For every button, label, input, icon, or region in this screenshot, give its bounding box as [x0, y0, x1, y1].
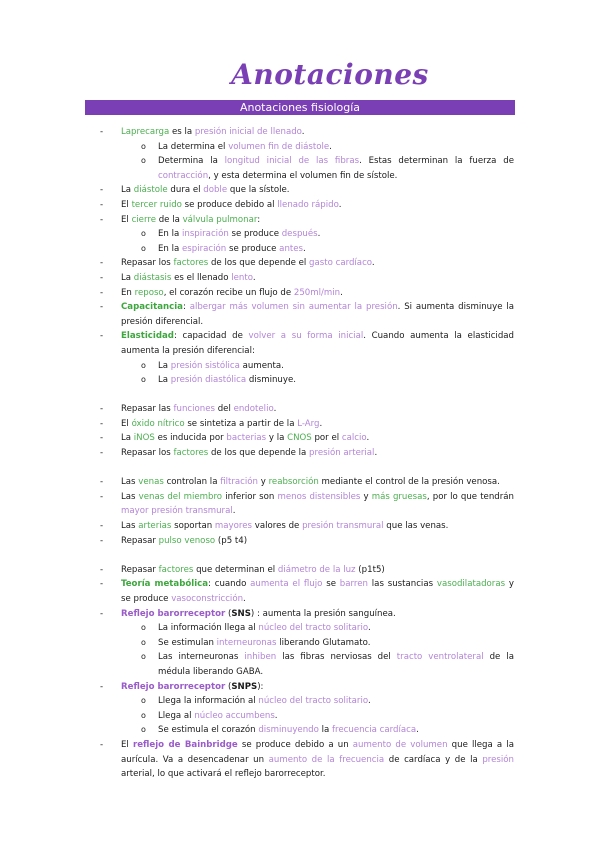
highlighted-term: pulso venoso [158, 535, 216, 546]
highlighted-term: presión arterial [309, 448, 375, 459]
text-run: las sustancias [367, 579, 437, 590]
notes-list [0, 125, 600, 782]
text-run: , por lo que tendrán [426, 491, 514, 502]
highlighted-term: espiración [182, 243, 227, 254]
highlighted-term: presión [482, 754, 514, 765]
text-run: . Estas determinan la fuerza de [359, 156, 514, 167]
list-item [0, 286, 600, 301]
highlighted-term: albergar más volumen sin aumentar la presión [189, 302, 398, 313]
text-run: Las [121, 491, 139, 502]
highlighted-term: después [281, 229, 318, 240]
highlighted-term: tercer ruido [131, 199, 182, 210]
text-run: se [322, 579, 340, 590]
sub-list-item [0, 694, 600, 709]
dash-marker: - [100, 302, 104, 313]
highlighted-term: reflejo de Bainbridge [132, 739, 238, 750]
text-run: es la [169, 127, 195, 137]
highlighted-term: factores [173, 258, 209, 269]
list-item [0, 431, 600, 446]
highlighted-term: presión diastólica [170, 375, 247, 386]
list-item [0, 738, 600, 782]
text-run: El [121, 199, 132, 210]
dash-marker: - [100, 521, 104, 532]
bullet-marker: o [141, 141, 146, 151]
highlighted-term: L-Arg [297, 418, 320, 429]
text-run: valores de [252, 521, 303, 532]
text-run: soportan [171, 521, 215, 532]
bullet-marker: o [141, 360, 146, 370]
text-run: de la médula liberando GABA. [158, 652, 514, 677]
highlighted-term: Laprecarga [121, 127, 170, 137]
text-run: La información llega al [158, 623, 259, 634]
sub-list-item [0, 359, 600, 374]
text-run: . [338, 199, 342, 210]
text-run: El [121, 214, 132, 225]
dash-marker: - [100, 404, 104, 415]
text-run: es el llenado [171, 272, 232, 283]
highlighted-term: cierre [131, 214, 156, 225]
sub-list-item [0, 242, 600, 257]
highlighted-term: longitud inicial de las fibras [224, 156, 360, 167]
text-run: La determina el [158, 141, 229, 152]
list-item [0, 125, 600, 140]
text-run: . [329, 141, 332, 152]
text-run: . [232, 506, 236, 517]
sub-list-item [0, 154, 600, 183]
text-run: de cardíaca y de la [384, 754, 483, 765]
dash-marker: - [100, 681, 104, 692]
highlighted-term: volver a su forma inicial [248, 331, 364, 342]
dash-marker: - [100, 491, 104, 502]
dash-marker: - [100, 608, 104, 619]
highlighted-term: reposo [134, 287, 164, 298]
highlighted-term: endotelio [233, 404, 274, 415]
highlighted-term: calcio [341, 433, 367, 444]
text-run: Se estimula el corazón [158, 725, 259, 736]
list-item [0, 446, 600, 461]
text-run: de los que depende la [208, 448, 310, 459]
text-run: El [121, 418, 132, 429]
text-run: . [367, 696, 371, 707]
text-run: se produce [228, 229, 282, 240]
text-run: . [273, 404, 277, 415]
text-run: ) : aumenta la presión sanguínea. [250, 608, 396, 619]
text-run: La [121, 272, 134, 283]
highlighted-term: Teoría metabólica [121, 579, 209, 590]
highlighted-term: aumento de volumen [352, 739, 448, 750]
highlighted-term: arterias [138, 521, 172, 532]
highlighted-term: núcleo del tracto solitario [258, 696, 368, 707]
text-run: . [303, 243, 306, 254]
text-run: ( [225, 608, 232, 619]
text-run: inferior son [222, 491, 278, 502]
text-run: . [374, 448, 378, 459]
highlighted-term: presión sistólica [170, 360, 240, 371]
text-run: del [214, 404, 234, 415]
list-item [0, 213, 600, 228]
list-item [0, 183, 600, 198]
bullet-marker: o [141, 623, 146, 633]
highlighted-term: más gruesas [371, 491, 427, 502]
highlighted-term: presión inicial de llenado [194, 127, 302, 137]
highlighted-term: aumento de la frecuencia [268, 754, 385, 765]
text-run: . [416, 725, 419, 736]
text-run: Las [121, 477, 139, 488]
text-run: En la [158, 229, 182, 240]
highlighted-term: iNOS [133, 433, 155, 444]
text-run: : capacidad de [173, 331, 249, 342]
text-run: La [158, 360, 171, 371]
highlighted-term: interneuronas [216, 637, 277, 648]
text-run: . [317, 229, 321, 240]
bullet-marker: o [141, 725, 146, 735]
text-run: En la [158, 243, 182, 254]
text-run: . [274, 710, 278, 721]
list-item [0, 198, 600, 213]
text-run: : [257, 214, 261, 225]
spacer [0, 461, 600, 476]
text-run: La [158, 375, 171, 386]
list-item [0, 417, 600, 432]
list-item [0, 577, 600, 606]
text-run: Las interneuronas [158, 652, 245, 663]
list-item [0, 402, 600, 417]
highlighted-term: núcleo accumbens [194, 710, 275, 721]
text-run: . Cuando aumenta la elasticidad aumenta la presión diferencial: [121, 331, 514, 356]
list-item [0, 519, 600, 534]
bullet-marker: o [141, 229, 146, 239]
text-run: . Si aumenta disminuye la presión diferencial. [121, 302, 514, 327]
text-run: se produce debido al [181, 199, 278, 210]
text-run: es inducida por [154, 433, 227, 444]
spacer [0, 388, 600, 403]
page-title: Anotaciones [231, 58, 429, 91]
text-run: y se produce [121, 579, 514, 604]
text-run: . [243, 594, 246, 604]
list-item [0, 490, 600, 519]
highlighted-term: óxido nítrico [131, 418, 185, 429]
highlighted-term: reabsorción [268, 477, 319, 488]
highlighted-term: venas del miembro [138, 491, 223, 502]
sub-list-item [0, 650, 600, 679]
text-run: Repasar las [121, 404, 174, 415]
text-run: las fibras nerviosas del [276, 652, 397, 663]
highlighted-term: Elasticidad [121, 331, 174, 342]
text-run: , el corazón recibe un flujo de [163, 287, 294, 298]
highlighted-term: Capacitancia [121, 302, 183, 313]
text-run: Determina la [158, 156, 225, 167]
highlighted-term: presión transmural [302, 521, 384, 532]
dash-marker: - [100, 564, 104, 575]
highlighted-term: filtración [220, 477, 258, 488]
sub-list-item [0, 227, 600, 242]
text-run: la [318, 725, 332, 736]
highlighted-term: inspiración [182, 229, 229, 240]
highlighted-term: funciones [173, 404, 215, 415]
text-run: . [371, 258, 375, 269]
highlighted-term: tracto ventrolateral [396, 652, 484, 663]
sub-list-item [0, 621, 600, 636]
highlighted-term: venas [138, 477, 164, 488]
text-run: arterial, lo que activará el reflejo barorreceptor. [121, 769, 326, 780]
dash-marker: - [100, 535, 104, 546]
text-run: que llega a la aurícula. Va a desencadenar un [121, 739, 514, 765]
bullet-marker: o [141, 375, 146, 385]
text-run: mediante el control de la presión venosa. [318, 477, 500, 488]
text-run: La [121, 433, 134, 444]
highlighted-term: barren [339, 579, 368, 590]
highlighted-term: diámetro de la luz [277, 564, 356, 575]
bullet-marker: o [141, 696, 146, 706]
text-run: . [340, 287, 343, 298]
text-run: Se estimulan [158, 637, 217, 648]
dash-marker: - [100, 418, 104, 429]
text-run: . [366, 433, 370, 444]
text-run: Repasar los [121, 448, 174, 459]
highlighted-term: vasoconstricción [171, 594, 244, 604]
dash-marker: - [100, 258, 104, 269]
bullet-marker: o [141, 710, 146, 720]
highlighted-term: volumen fin de diástole [228, 141, 330, 152]
sub-list-item [0, 140, 600, 155]
highlighted-term: aumenta el flujo [250, 579, 323, 590]
highlighted-term: Reflejo barorreceptor [121, 608, 226, 619]
text-run: Repasar [121, 535, 159, 546]
highlighted-term: diástole [133, 185, 168, 196]
highlighted-term: bacterias [226, 433, 267, 444]
text-run: Repasar los [121, 258, 174, 269]
text-run: se produce [226, 243, 280, 254]
highlighted-term: factores [173, 448, 209, 459]
highlighted-term: gasto cardíaco [309, 258, 372, 269]
text-run: ): [257, 681, 264, 692]
highlighted-term: frecuencia cardíaca [331, 725, 417, 736]
highlighted-term: CNOS [287, 433, 312, 444]
highlighted-term: menos distensibles [277, 491, 361, 502]
text-run: (p5 t4) [215, 535, 248, 546]
dash-marker: - [100, 433, 104, 444]
highlighted-term: llenado rápido [277, 199, 339, 210]
highlighted-term: válvula pulmonar [182, 214, 258, 225]
list-item [0, 475, 600, 490]
highlighted-term: SNPS [231, 681, 258, 692]
text-run: y [258, 477, 269, 488]
text-run: de los que depende el [208, 258, 310, 269]
dash-marker: - [100, 199, 104, 210]
text-run: que la sístole. [227, 185, 290, 196]
text-run: Llega al [158, 710, 195, 721]
sub-list-item [0, 636, 600, 651]
list-item [0, 534, 600, 549]
highlighted-term: núcleo del tracto solitario [258, 623, 368, 634]
text-run: por el [311, 433, 342, 444]
text-run: que las venas. [383, 521, 449, 532]
text-run: dura el [167, 185, 204, 196]
text-run: . [301, 127, 305, 137]
sub-list-item [0, 723, 600, 738]
dash-marker: - [100, 272, 104, 283]
text-run: . [319, 418, 323, 429]
dash-marker: - [100, 214, 104, 225]
text-run: y la [266, 433, 288, 444]
text-run: El [121, 739, 133, 750]
list-item [0, 563, 600, 578]
text-run: se produce debido a un [237, 739, 353, 750]
highlighted-term: diástasis [133, 272, 172, 283]
highlighted-term: inhiben [244, 652, 277, 663]
text-run: que determinan el [193, 564, 278, 575]
highlighted-term: vasodilatadoras [436, 579, 506, 590]
highlighted-term: 250ml/min [293, 287, 341, 298]
text-run: se sintetiza a partir de la [184, 418, 298, 429]
list-item [0, 329, 600, 358]
dash-marker: - [100, 287, 104, 298]
sub-list-item [0, 373, 600, 388]
text-run: y [360, 491, 372, 502]
section-banner: Anotaciones fisiología [85, 100, 515, 115]
text-run: ( [225, 681, 232, 692]
text-run: . [367, 623, 371, 634]
text-run: Repasar [121, 564, 159, 575]
highlighted-term: mayores [214, 521, 253, 532]
text-run: . [252, 272, 256, 283]
text-run: controlan la [163, 477, 221, 488]
text-run: En [121, 287, 135, 298]
highlighted-term: factores [158, 564, 194, 575]
dash-marker: - [100, 448, 104, 459]
text-run: La [121, 185, 134, 196]
list-item [0, 256, 600, 271]
text-run: Las [121, 521, 139, 532]
dash-marker: - [100, 477, 104, 488]
text-run: liberando Glutamato. [276, 637, 371, 648]
highlighted-term: doble [203, 185, 228, 196]
dash-marker: - [100, 331, 104, 342]
highlighted-term: mayor presión transmural [121, 506, 233, 517]
highlighted-term: lento [231, 272, 253, 283]
highlighted-term: SNS [231, 608, 251, 619]
highlighted-term: contracción [158, 170, 209, 181]
list-item [0, 300, 600, 329]
bullet-marker: o [141, 637, 146, 647]
text-run: , y esta determina el volumen fin de sístole. [208, 170, 398, 181]
spacer [0, 548, 600, 563]
text-run: : cuando [208, 579, 251, 590]
text-run: disminuye. [246, 375, 296, 386]
text-run: Llega la información al [158, 696, 259, 707]
text-run: : [182, 302, 190, 313]
text-run: (p1t5) [355, 564, 385, 575]
list-item [0, 271, 600, 286]
highlighted-term: disminuyendo [258, 725, 319, 736]
sub-list-item [0, 709, 600, 724]
highlighted-term: antes [279, 243, 304, 254]
list-item [0, 680, 600, 695]
highlighted-term: Reflejo barorreceptor [121, 681, 226, 692]
bullet-marker: o [141, 652, 146, 662]
bullet-marker: o [141, 243, 146, 253]
dash-marker: - [100, 739, 104, 750]
list-item [0, 607, 600, 622]
text-run: aumenta. [239, 360, 284, 371]
text-run: de la [155, 214, 183, 225]
dash-marker: - [100, 127, 104, 137]
bullet-marker: o [141, 156, 146, 166]
dash-marker: - [100, 185, 104, 196]
dash-marker: - [100, 579, 104, 590]
